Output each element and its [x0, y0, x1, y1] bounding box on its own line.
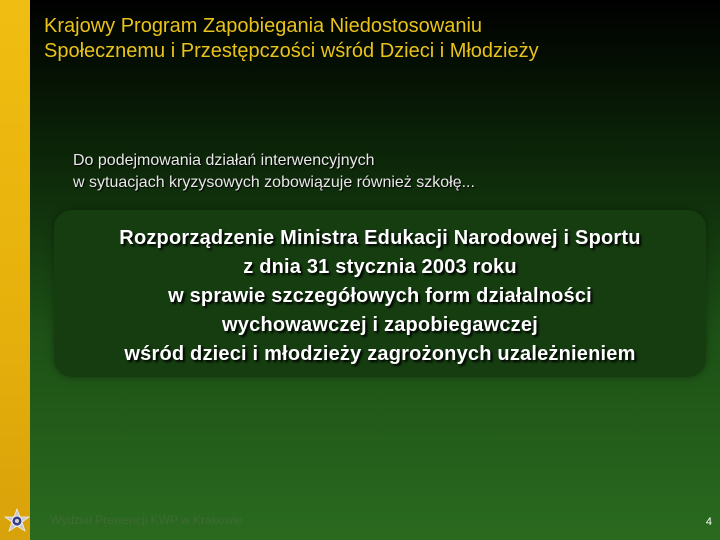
regulation-line: Rozporządzenie Ministra Edukacji Narodowej i Sportu: [119, 227, 641, 249]
footer-text: Wydział Prewencji KWP w Krakowie: [50, 513, 243, 527]
police-badge-icon: [4, 508, 30, 534]
intro-line: w sytuacjach kryzysowych zobowiązuje również szkołę...: [73, 174, 475, 191]
regulation-line: w sprawie szczegółowych form działalności: [168, 285, 592, 307]
slide-title: [44, 14, 704, 64]
accent-bar: [0, 0, 30, 540]
regulation-line: z dnia 31 stycznia 2003 roku: [243, 256, 517, 278]
regulation-box: [54, 210, 706, 377]
intro-line: Do podejmowania działań interwencyjnych: [73, 152, 375, 169]
title-line: Krajowy Program Zapobiegania Niedostosowaniu: [44, 15, 483, 37]
title-line: Społecznemu i Przestępczości wśród Dzieci i Młodzieży: [44, 40, 539, 62]
regulation-line: wychowawczej i zapobiegawczej: [222, 314, 538, 336]
regulation-text: [54, 224, 706, 369]
intro-text: [73, 150, 693, 194]
regulation-line: wśród dzieci i młodzieży zagrożonych uzależnieniem: [124, 343, 636, 365]
page-number: 4: [705, 516, 712, 528]
